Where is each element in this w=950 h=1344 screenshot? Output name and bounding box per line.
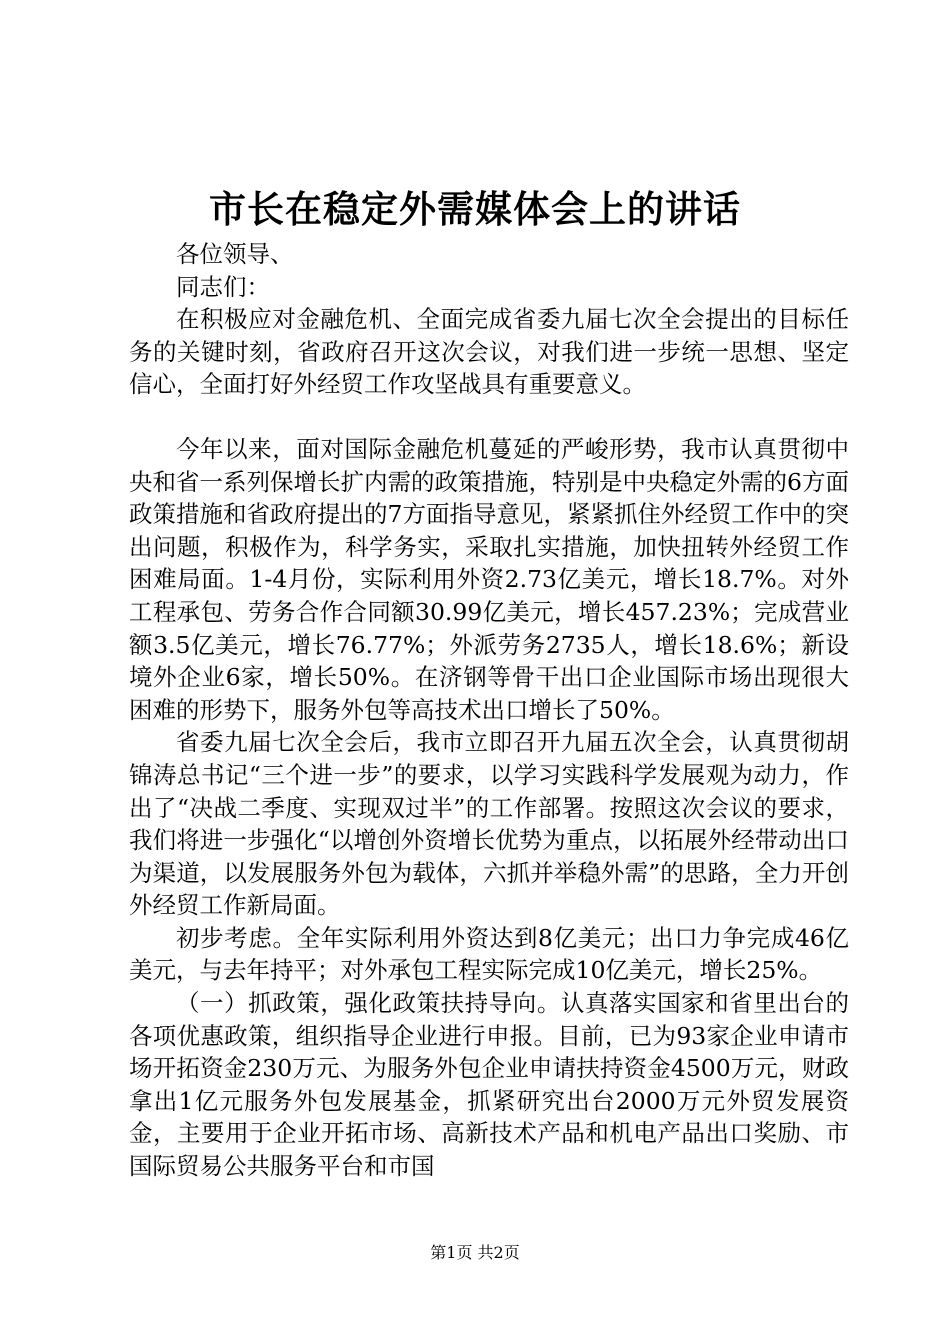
paragraph-deployment: 省委九届七次全会后，我市立即召开九届五次全会，认真贯彻胡锦涛总书记“三个进一步”的要求，以学习实践科学发展观为动力，作出了“决战二季度、实现双过半”的工作部署。按照这次会议的要求，我们将进一步强化“以增创外资增长优势为重点，以拓展外经带动出口为渠道，以发展服务外包为载体，六抓并举稳外需”的思路，全力开创外经贸工作新局面。 bbox=[129, 728, 849, 920]
salutation-comrades: 同志们： bbox=[176, 272, 270, 301]
document-body bbox=[129, 238, 849, 1183]
paragraph-intro: 在积极应对金融危机、全面完成省委九届七次全会提出的目标任务的关键时刻，省政府召开这次会议，对我们进一步统一思想、坚定信心，全面打好外经贸工作攻坚战具有重要意义。 bbox=[129, 305, 849, 399]
paragraph-targets: 初步考虑。全年实际利用外资达到8亿美元；出口力争完成46亿美元，与去年持平；对外承包工程实际完成10亿美元，增长25%。 bbox=[129, 923, 849, 985]
paragraph-progress: 今年以来，面对国际金融危机蔓延的严峻形势，我市认真贯彻中央和省一系列保增长扩内需的政策措施，特别是中央稳定外需的6方面政策措施和省政府提出的7方面指导意见，紧紧抓住外经贸工作中的突出问题，积极作为，科学务实，采取扎实措施，加快扭转外经贸工作困难局面。1-4月份，实际利用外资2.73亿美元，增长18.7%。对外工程承包、劳务合作合同额30.99亿美元，增长457.23%；完成营业额3.5亿美元，增长76.77%；外派劳务2735人，增长18.6%；新设境外企业6家，增长50%。在济钢等骨干出口企业国际市场出现很大困难的形势下，服务外包等高技术出口增长了50%。 bbox=[129, 434, 849, 724]
page-number: 第1页 共2页 bbox=[430, 1243, 520, 1262]
document-title: 市长在稳定外需媒体会上的讲话 bbox=[209, 187, 741, 231]
paragraph-policy: （一）抓政策，强化政策扶持导向。认真落实国家和省里出台的各项优惠政策，组织指导企业进行申报。目前，已为93家企业申请市场开拓资金230万元、为服务外包企业申请扶持资金4500万元，财政拿出1亿元服务外包发展基金，抓紧研究出台2000万元外贸发展资金，主要用于企业开拓市场、高新技术产品和机电产品出口奖励、市国际贸易公共服务平台和市国 bbox=[129, 989, 849, 1181]
salutation-leaders: 各位领导、 bbox=[176, 240, 294, 268]
